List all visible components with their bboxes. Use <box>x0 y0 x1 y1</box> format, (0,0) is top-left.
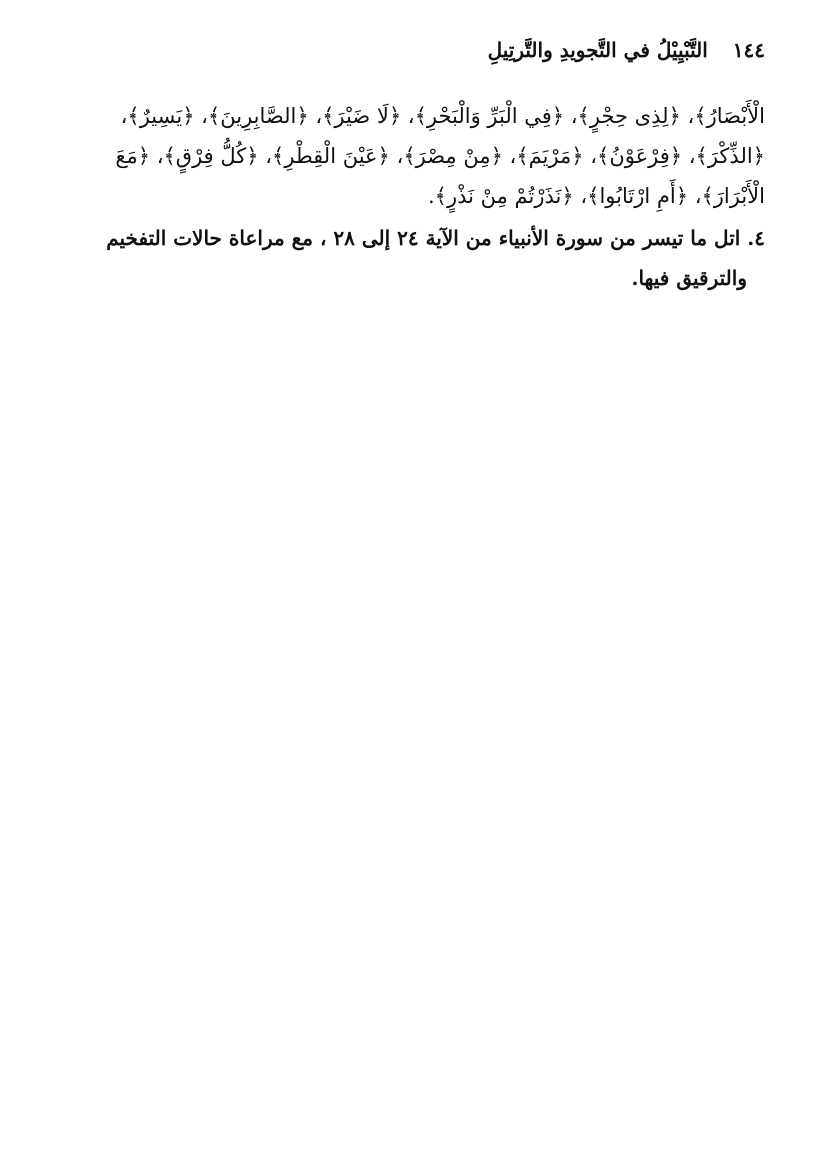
page-number: ١٤٤ <box>732 38 765 62</box>
page-header <box>465 38 765 62</box>
verse-line-2: ﴿الذِّكْرَ﴾، ﴿فِرْعَوْنُ﴾، ﴿مَرْيَمَ﴾، ﴿مِنْ مِصْرَ﴾، ﴿عَيْنَ الْقِطْرِ﴾، ﴿كُلُّ فِرْقٍ﴾، ﴿مَعَ <box>115 144 765 168</box>
exercise-line-1: ٤. اتل ما تيسر من سورة الأنبياء من الآية ٢٤ إلى ٢٨ ، مع مراعاة حالات التفخيم <box>106 226 765 250</box>
verse-line-3: الْأَبْرَارَ﴾، ﴿أَمِ ارْتَابُوا﴾، ﴿نَذَرْتُمْ مِنْ نَذْرٍ﴾. <box>427 184 765 208</box>
exercise-line-2: والترقيق فيها. <box>631 266 747 290</box>
verse-line-1: الْأَبْصَارُ﴾، ﴿لِذِى حِجْرٍ﴾، ﴿فِي الْبَرِّ وَالْبَحْرِ﴾، ﴿لَا ضَيْرَ﴾، ﴿الصَّابِرِينَ﴾، ﴿يَسِيرٌ﴾، <box>120 104 765 128</box>
page-body <box>70 96 765 298</box>
exercise-item-4 <box>70 218 765 298</box>
running-title: التَّبْيِيْلُ في التَّجويدِ والتَّرتِيلِ <box>487 38 708 62</box>
